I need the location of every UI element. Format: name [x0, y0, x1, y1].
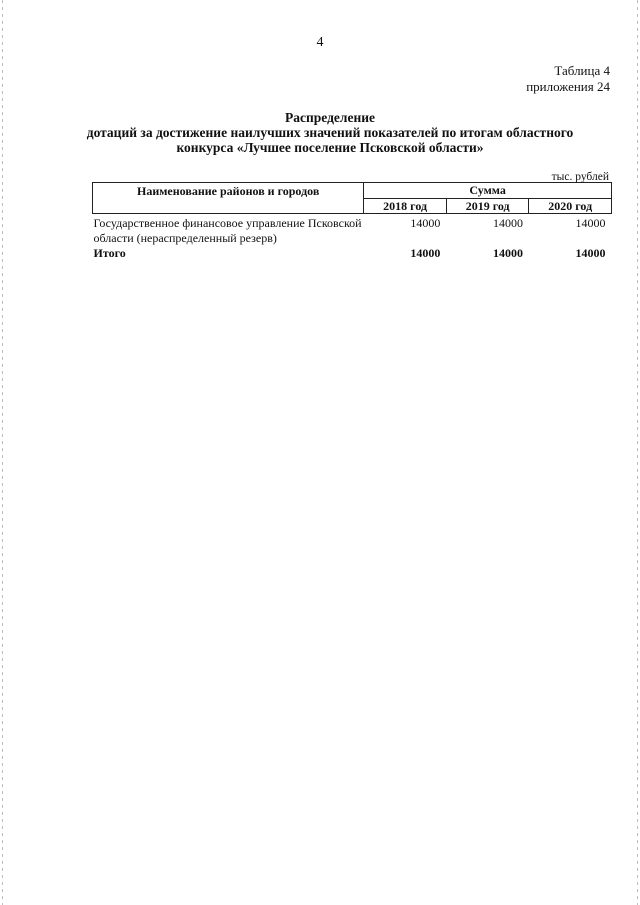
header-name-column: Наименование районов и городов	[93, 183, 364, 214]
total-value-2020: 14000	[575, 246, 606, 260]
table-label: Таблица 4	[554, 63, 610, 78]
document-title	[80, 110, 580, 155]
header-year-2019: 2019 год	[446, 198, 529, 214]
distribution-table	[92, 182, 612, 261]
title-line-3: конкурса «Лучшее поселение Псковской области»	[176, 140, 484, 155]
header-year-2020: 2020 год	[529, 198, 612, 214]
table-row	[93, 214, 612, 247]
table-reference	[526, 63, 610, 95]
title-line-2: дотаций за достижение наилучших значений показателей по итогам областного	[86, 125, 574, 140]
total-value-2019: 14000	[492, 246, 523, 260]
total-row	[93, 246, 612, 261]
units-label: тыс. рублей	[551, 171, 609, 183]
scan-edge-right	[637, 0, 638, 905]
title-line-1: Распределение	[284, 110, 376, 125]
header-year-2018: 2018 год	[364, 198, 447, 214]
appendix-label: приложения 24	[526, 79, 610, 94]
row-value-2020: 14000	[575, 216, 606, 230]
header-sum-column: Сумма	[364, 183, 612, 199]
total-label: Итого	[93, 246, 126, 260]
page-number: 4	[316, 35, 324, 50]
row-value-2019: 14000	[492, 216, 523, 230]
row-value-2018: 14000	[410, 216, 441, 230]
scan-edge-left	[2, 0, 3, 905]
total-value-2018: 14000	[410, 246, 441, 260]
row-name: Государственное финансовое управление Псковской области (нераспределенный резерв)	[93, 216, 362, 245]
